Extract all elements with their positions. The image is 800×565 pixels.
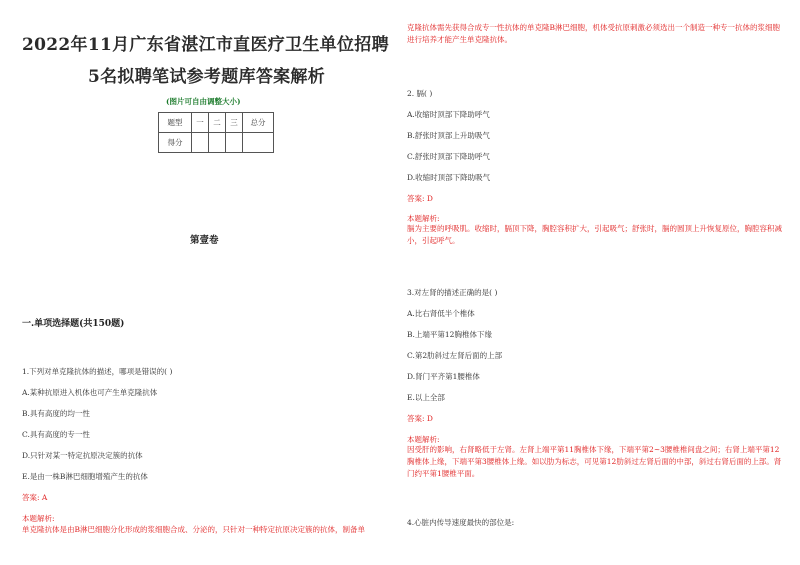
table-cell	[209, 133, 226, 153]
q2-analysis-label: 本题解析:	[407, 214, 440, 223]
table-cell: 题型	[159, 113, 192, 133]
q2-option-c: C.舒张时顶部下降助呼气	[407, 152, 490, 161]
q1-analysis-label: 本题解析:	[22, 514, 55, 523]
table-row	[159, 113, 274, 133]
q1-analysis-text: 单克隆抗体是由B淋巴细胞分化形成的浆细胞合成、分泌的，只针对一种特定抗原决定簇的抗体，制备单	[22, 525, 366, 534]
table-cell	[192, 133, 209, 153]
left-column	[0, 0, 395, 565]
q2-option-b: B.舒张时顶部上升助吸气	[407, 131, 490, 140]
q2-option-d: D.收缩时顶部下降助吸气	[407, 173, 491, 182]
table-cell: 二	[209, 113, 226, 133]
q1-option-b: B.具有高度的均一性	[22, 409, 90, 418]
q3-analysis-label: 本题解析:	[407, 435, 440, 444]
q3-option-e: E.以上全部	[407, 393, 445, 402]
q1-analysis-continued: 克隆抗体需先获得合成专一性抗体的单克隆B淋巴细胞，机体受抗原刺激必须选出一个制造一种专一抗体的浆细胞进行培养才能产生单克隆抗体。	[407, 23, 781, 44]
table-cell	[243, 133, 274, 153]
table-cell: 总分	[243, 113, 274, 133]
table-row	[159, 133, 274, 153]
table-cell: 一	[192, 113, 209, 133]
table-cell: 三	[226, 113, 243, 133]
q2-answer: 答案: D	[407, 194, 433, 203]
score-table	[158, 112, 274, 153]
question-3-stem: 3.对左肾的描述正确的是( )	[407, 288, 498, 297]
q3-option-c: C.第2肋斜过左肾后面的上部	[407, 351, 503, 360]
q3-option-a: A.比右肾低半个椎体	[407, 309, 475, 318]
image-resize-note: (图片可自由调整大小)	[166, 97, 241, 106]
doc-title-line1: 2022年11月广东省湛江市直医疗卫生单位招聘	[22, 35, 389, 55]
q1-option-c: C.具有高度的专一性	[22, 430, 90, 439]
volume-heading: 第壹卷	[190, 235, 219, 246]
q1-option-a: A.某种抗原进入机体也可产生单克隆抗体	[22, 388, 158, 397]
question-4-stem: 4.心脏内传导速度最快的部位是:	[407, 518, 515, 527]
q1-option-d: D.只针对某一特定抗原决定簇的抗体	[22, 451, 143, 460]
q3-option-d: D.肾门平齐第1腰椎体	[407, 372, 480, 381]
right-column	[403, 0, 800, 565]
table-cell	[226, 133, 243, 153]
question-1-stem: 1.下列对单克隆抗体的描述，哪项是错误的( )	[22, 367, 173, 376]
q1-option-e: E.是由一株B淋巴细胞增殖产生的抗体	[22, 472, 148, 481]
q3-option-b: B.上端平第12胸椎体下缘	[407, 330, 492, 339]
table-cell: 得分	[159, 133, 192, 153]
question-2-stem: 2. 膈( )	[407, 89, 433, 98]
q1-answer: 答案: A	[22, 493, 48, 502]
q2-analysis-text: 膈为主要的呼吸肌。收缩时，膈顶下降，胸腔容积扩大，引起吸气；舒张时，膈的圆顶上升恢复原位，胸腔容积减小，引起呼气。	[407, 224, 782, 245]
q3-answer: 答案: D	[407, 414, 433, 423]
q2-option-a: A.收缩时顶部下降助呼气	[407, 110, 490, 119]
q3-analysis-text: 因受肝的影响，右肾略低于左肾。左肾上端平第11胸椎体下缘，下端平第2~3腰椎椎间盘之间；右肾上端平第12胸椎体上缘，下端平第3腰椎体上缘。如以肋为标志，可见第12肋斜过左肾后面的中部，斜过右肾后面的上部。肾门约平第1腰椎平面。	[407, 445, 782, 478]
doc-title-line2: 5名拟聘笔试参考题库答案解析	[88, 67, 326, 87]
section-heading: 一.单项选择题(共150题)	[22, 319, 125, 329]
